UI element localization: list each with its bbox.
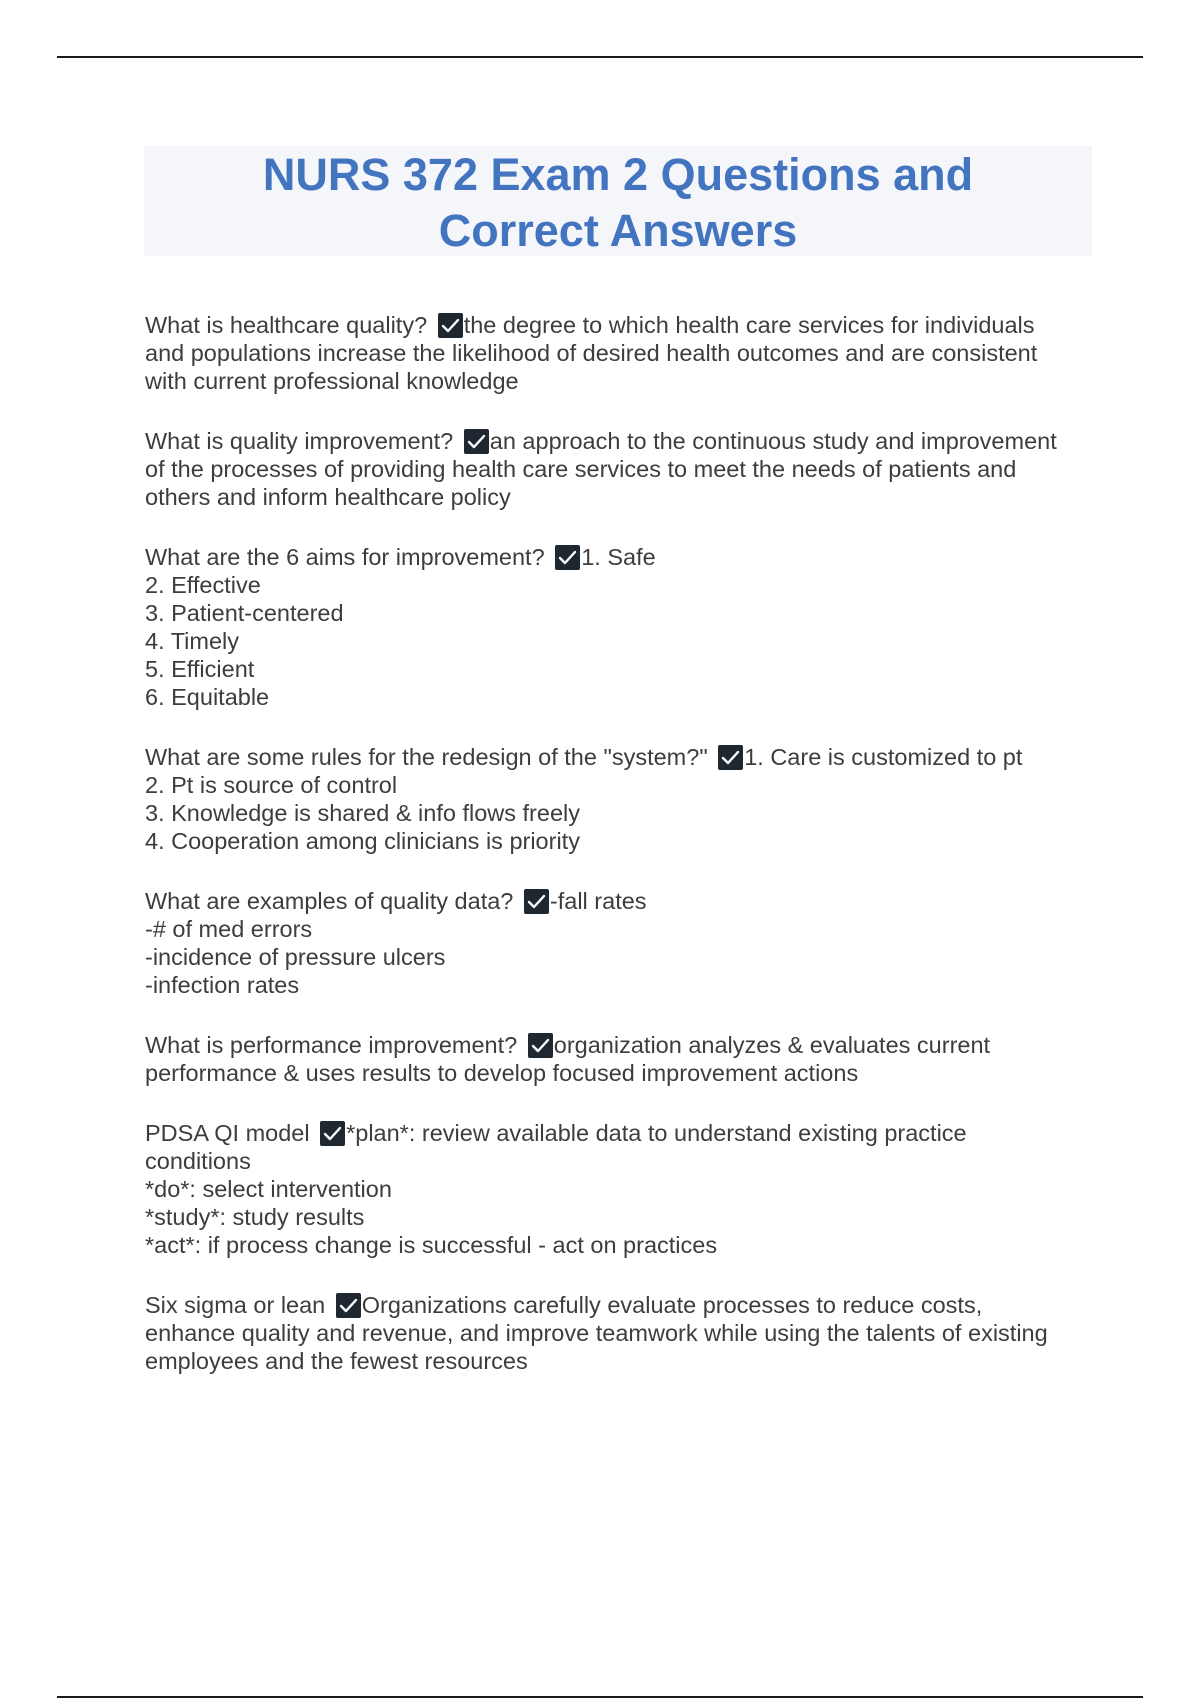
question-text: What are some rules for the redesign of the "system?" [145, 744, 708, 770]
question-text: Six sigma or lean [145, 1292, 326, 1318]
checkmark-icon [718, 745, 743, 770]
question-text: What are the 6 aims for improvement? [145, 544, 545, 570]
answer-text: Organizations carefully evaluate processes to reduce costs, enhance quality and revenue, and improve teamwork while using the talents of existing employees and the fewest resources [145, 1292, 1048, 1374]
page-title: NURS 372 Exam 2 Questions and Correct Answers [262, 149, 974, 256]
answer-text: *plan*: review available data to understand existing practice conditions *do*: select intervention *study*: study results *act*: if process change is successful - act on practices [145, 1120, 967, 1258]
question-text: PDSA QI model [145, 1120, 310, 1146]
page-bottom-rule [57, 1696, 1143, 1698]
answer-text: 1. Safe 2. Effective 3. Patient-centered 4. Timely 5. Efficient 6. Equitable [145, 544, 656, 710]
answer-text: -fall rates -# of med errors -incidence of pressure ulcers -infection rates [145, 888, 647, 998]
question-text: What is performance improvement? [145, 1032, 518, 1058]
qa-item [145, 743, 1105, 855]
checkmark-icon [464, 429, 489, 454]
answer-text: 1. Care is customized to pt 2. Pt is source of control 3. Knowledge is shared & info flows freely 4. Cooperation among clinicians is priority [145, 744, 1023, 854]
answer-text: the degree to which health care services for individuals and populations increase the likelihood of desired health outcomes and are consistent with current professional knowledge [145, 312, 1038, 394]
answer-text: organization analyzes & evaluates current performance & uses results to develop focused improvement actions [145, 1032, 991, 1086]
question-text: What is healthcare quality? [145, 312, 428, 338]
title-banner [144, 146, 1092, 256]
qa-item [145, 543, 1105, 711]
checkmark-icon [438, 313, 463, 338]
checkmark-icon [320, 1121, 345, 1146]
qa-item [145, 1031, 1105, 1087]
qa-item [145, 1291, 1105, 1375]
qa-list [145, 311, 1105, 1407]
qa-item [145, 311, 1105, 395]
qa-item [145, 887, 1105, 999]
page-top-rule [57, 56, 1143, 58]
question-text: What are examples of quality data? [145, 888, 514, 914]
qa-item [145, 1119, 1105, 1259]
question-text: What is quality improvement? [145, 428, 454, 454]
checkmark-icon [528, 1033, 553, 1058]
checkmark-icon [555, 545, 580, 570]
answer-text: an approach to the continuous study and improvement of the processes of providing health care services to meet the needs of patients and others and inform healthcare policy [145, 428, 1057, 510]
checkmark-icon [524, 889, 549, 914]
checkmark-icon [336, 1293, 361, 1318]
qa-item [145, 427, 1105, 511]
